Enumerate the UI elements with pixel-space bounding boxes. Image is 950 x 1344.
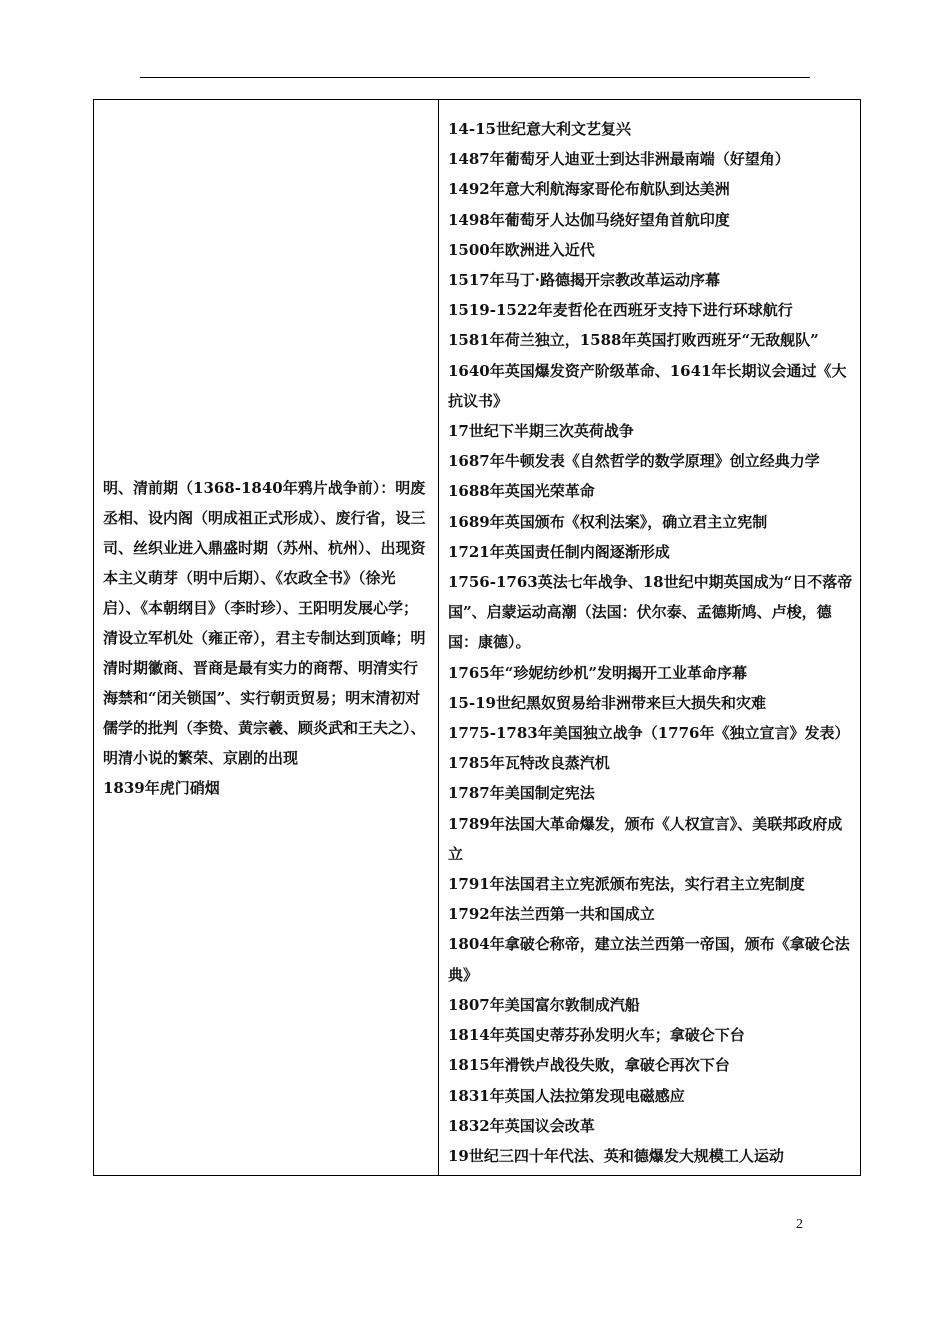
event-item: 1807年美国富尔敦制成汽船 <box>448 995 640 1014</box>
event-item: 19世纪三四十年代法、英和德爆发大规模工人运动 <box>448 1146 784 1165</box>
event-item: 1687年牛顿发表《自然哲学的数学原理》创立经典力学 <box>448 452 820 471</box>
table-row <box>94 100 861 1176</box>
header-rule <box>140 77 810 78</box>
event-item: 1814年英国史蒂芬孙发明火车；拿破仑下台 <box>448 1026 745 1045</box>
event-item: 1815年滑铁卢战役失败，拿破仑再次下台 <box>448 1056 730 1075</box>
event-item: 1688年英国光荣革命 <box>448 482 595 501</box>
event-item: 1792年法兰西第一共和国成立 <box>448 905 655 924</box>
event-item: 1500年欧洲进入近代 <box>448 240 595 259</box>
event-item: 1832年英国议会改革 <box>448 1116 595 1135</box>
event-item: 1789年法国大革命爆发，颁布《人权宣言》、美联邦政府成立 <box>448 814 843 863</box>
event-item: 1831年英国人法拉第发现电磁感应 <box>448 1086 685 1105</box>
event-item: 1689年英国颁布《权利法案》，确立君主立宪制 <box>448 512 768 531</box>
event-item: 1492年意大利航海家哥伦布航队到达美洲 <box>448 180 730 199</box>
event-item: 1487年葡萄牙人迪亚士到达非洲最南端（好望角） <box>448 150 790 169</box>
event-item: 14-15世纪意大利文艺复兴 <box>448 120 631 138</box>
china-ming-qing-paragraph: 明、清前期（1368-1840年鸦片战争前）：明废丞相、设内阁（明成祖正式形成）、废行省，设三司、丝织业进入鼎盛时期（苏州、杭州）、出现资本主义萌芽（明中后期）、《农政全书》（徐光启）、《本朝纲目》（李时珍）、王阳明发展心学；清设立军机处（雍正帝），君主专制达到顶峰；明清时期徽商、晋商是最有实力的商帮、明清实行海禁和“闭关锁国”、实行朝贡贸易；明末清初对儒学的批判（李贽、黄宗羲、顾炎武和王夫之）、明清小说的繁荣、京剧的出现 <box>103 478 426 767</box>
world-events-list <box>439 100 860 1171</box>
event-item: 1519-1522年麦哲伦在西班牙支持下进行环球航行 <box>448 301 793 320</box>
event-item: 1804年拿破仑称帝，建立法兰西第一帝国，颁布《拿破仑法典》 <box>448 935 850 984</box>
event-item: 1581年荷兰独立，1588年英国打败西班牙“无敌舰队” <box>448 331 819 350</box>
event-item: 15-19世纪黑奴贸易给非洲带来巨大损失和灾难 <box>448 693 766 712</box>
history-timeline-table <box>93 99 861 1176</box>
china-note: 1839年虎门硝烟 <box>103 778 220 797</box>
page-number: 2 <box>796 1217 803 1232</box>
china-history-cell <box>94 100 439 1176</box>
event-item: 1785年瓦特改良蒸汽机 <box>448 754 610 773</box>
event-item: 1721年英国责任制内阁逐渐形成 <box>448 542 670 561</box>
world-history-cell <box>439 100 861 1176</box>
event-item: 17世纪下半期三次英荷战争 <box>448 422 634 441</box>
event-item: 1775-1783年美国独立战争（1776年《独立宣言》发表） <box>448 724 850 743</box>
event-item: 1640年英国爆发资产阶级革命、1641年长期议会通过《大抗议书》 <box>448 361 847 410</box>
event-item: 1787年美国制定宪法 <box>448 784 595 803</box>
event-item: 1756-1763英法七年战争、18世纪中期英国成为“日不落帝国”、启蒙运动高潮（法国：伏尔泰、孟德斯鸠、卢梭，德国：康德）。 <box>448 573 853 652</box>
event-item: 1765年“珍妮纺纱机”发明揭开工业革命序幕 <box>448 663 748 682</box>
event-item: 1517年马丁·路德揭开宗教改革运动序幕 <box>448 271 720 290</box>
event-item: 1791年法国君主立宪派颁布宪法，实行君主立宪制度 <box>448 875 805 894</box>
event-item: 1498年葡萄牙人达伽马绕好望角首航印度 <box>448 210 730 229</box>
